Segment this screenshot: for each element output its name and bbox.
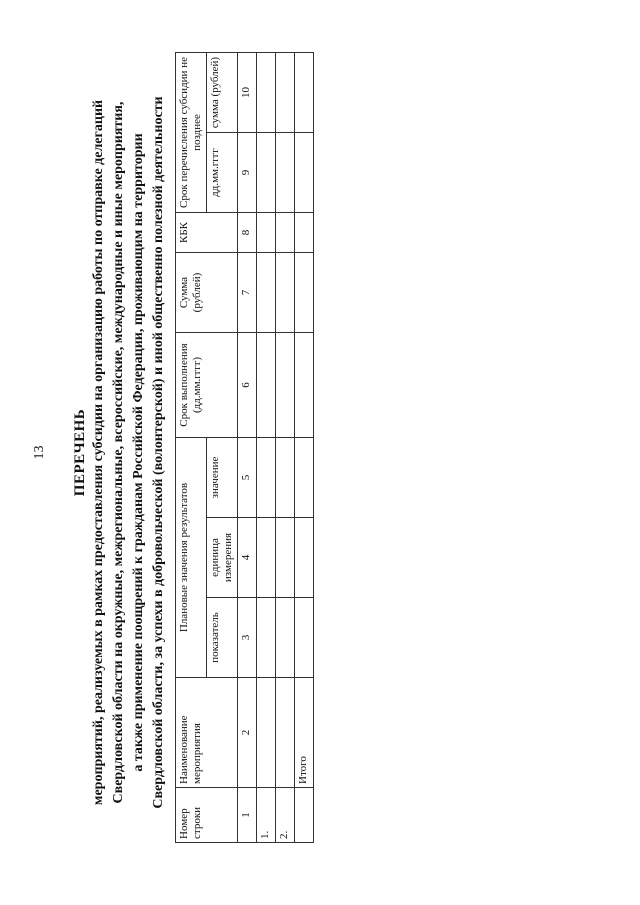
empty-cell xyxy=(295,253,314,333)
column-number: 5 xyxy=(238,438,257,518)
total-label: Итого xyxy=(295,678,314,788)
column-number: 8 xyxy=(238,213,257,253)
empty-cell xyxy=(257,133,276,213)
page-number: 13 xyxy=(32,445,47,460)
column-number-row xyxy=(238,52,257,842)
column-number: 7 xyxy=(238,253,257,333)
header-event-name: Наименование мероприятия xyxy=(176,678,238,788)
empty-cell xyxy=(257,438,276,518)
empty-cell xyxy=(295,518,314,598)
empty-cell xyxy=(276,438,295,518)
header-unit: единица измерения xyxy=(207,518,238,598)
row-number-cell: 2. xyxy=(276,788,295,843)
column-number: 3 xyxy=(238,598,257,678)
column-number: 9 xyxy=(238,133,257,213)
empty-cell xyxy=(257,518,276,598)
document-title: ПЕРЕЧЕНЬ xyxy=(72,408,88,497)
empty-cell xyxy=(276,518,295,598)
empty-cell xyxy=(257,598,276,678)
empty-cell xyxy=(257,253,276,333)
header-amount: Сумма (рублей) xyxy=(176,253,238,333)
title-block xyxy=(72,40,169,865)
empty-cell xyxy=(276,333,295,438)
event-name-cell xyxy=(276,678,295,788)
header-planned-results: Плановые значения результатов xyxy=(176,438,207,678)
header-indicator: показатель xyxy=(207,598,238,678)
empty-cell xyxy=(295,598,314,678)
empty-cell xyxy=(257,52,276,132)
subtitle-line-2: Свердловской области на окружные, межрегиональные, всероссийские, международные и иные мероприятия, xyxy=(111,101,126,804)
header-row-number: Номер строки xyxy=(176,788,238,843)
total-row xyxy=(295,52,314,842)
event-name-cell xyxy=(257,678,276,788)
empty-cell xyxy=(276,598,295,678)
header-row-1 xyxy=(176,52,207,842)
header-deadline: Срок выполнения (дд.мм.гггг) xyxy=(176,333,238,438)
empty-cell xyxy=(276,133,295,213)
column-number: 1 xyxy=(238,788,257,843)
empty-cell xyxy=(257,333,276,438)
subtitle-line-4: Свердловской области, за успехи в добровольческой (волонтерской) и иной общественно полезной деятельности xyxy=(151,96,166,809)
empty-cell xyxy=(257,213,276,253)
subtitle-line-1: мероприятий, реализуемых в рамках предоставления субсидии на организацию работы по отправке делегаций xyxy=(91,99,106,806)
header-value: значение xyxy=(207,438,238,518)
row-number-cell: 1. xyxy=(257,788,276,843)
column-number: 10 xyxy=(238,52,257,132)
row-number-cell xyxy=(295,788,314,843)
empty-cell xyxy=(295,133,314,213)
subtitle-line-3: а также применение поощрений к гражданам Российской Федерации, проживающим на территории xyxy=(131,133,146,772)
column-number: 2 xyxy=(238,678,257,788)
column-number: 6 xyxy=(238,333,257,438)
table-row xyxy=(257,52,276,842)
empty-cell xyxy=(276,253,295,333)
header-transfer-deadline: Срок перечисления субсидии не позднее xyxy=(176,52,207,212)
empty-cell xyxy=(295,438,314,518)
empty-cell xyxy=(295,333,314,438)
events-table xyxy=(175,52,314,843)
header-kbk: КБК xyxy=(176,213,238,253)
header-transfer-date: дд.мм.гггг xyxy=(207,133,238,213)
column-number: 4 xyxy=(238,518,257,598)
header-transfer-sum: сумма (рублей) xyxy=(207,52,238,132)
empty-cell xyxy=(295,213,314,253)
table-row xyxy=(276,52,295,842)
empty-cell xyxy=(276,52,295,132)
empty-cell xyxy=(295,52,314,132)
empty-cell xyxy=(276,213,295,253)
